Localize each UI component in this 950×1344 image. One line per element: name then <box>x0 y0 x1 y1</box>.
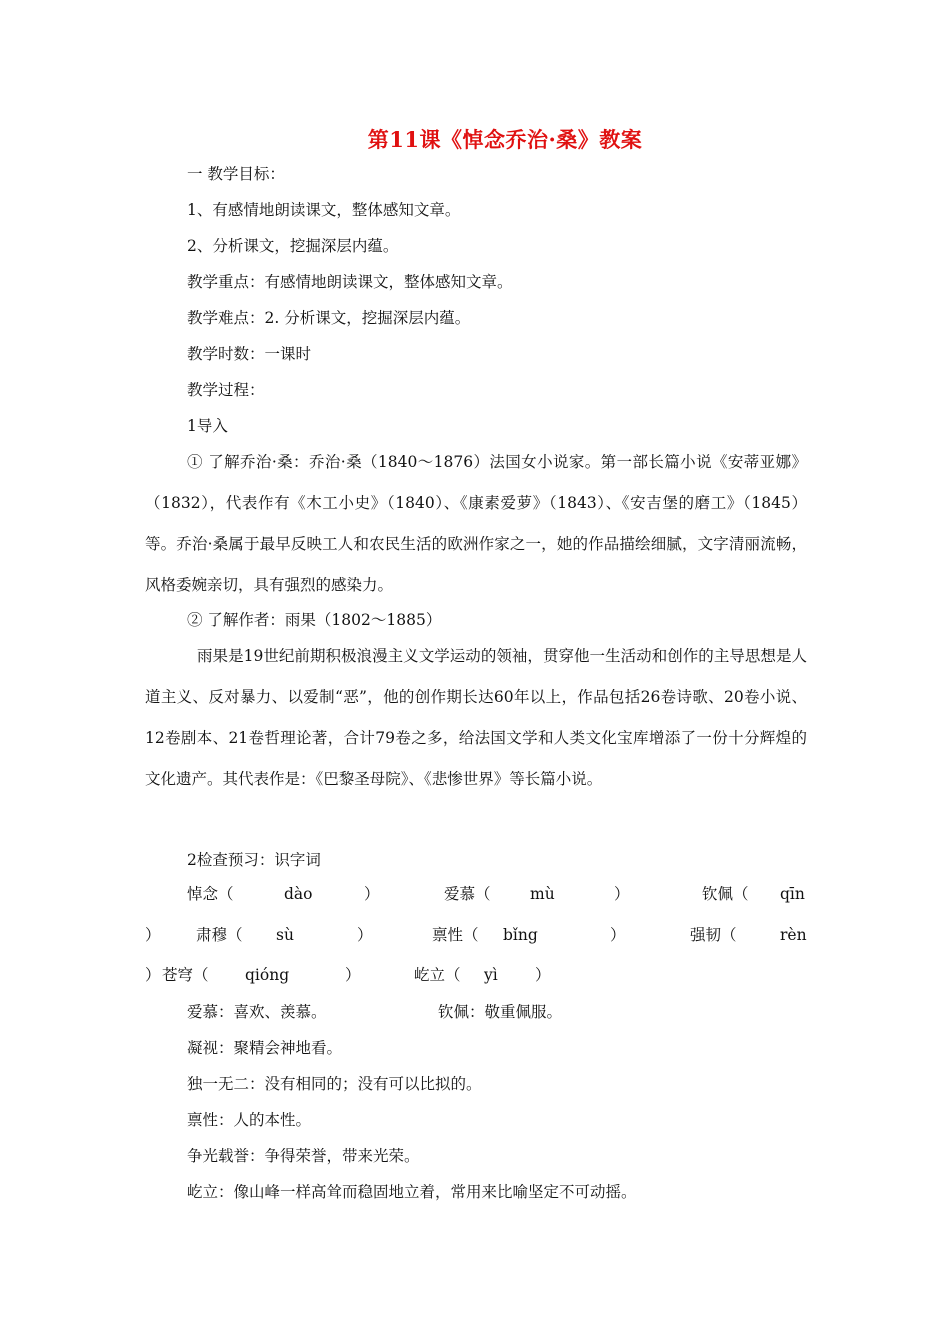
vocab-pinyin: qióng <box>245 966 290 984</box>
vocab-word: 屹立（ <box>414 966 461 984</box>
hugo-heading: ② 了解作者：雨果（1802～1885） <box>187 611 442 629</box>
preview-heading: 2检查预习：识字词 <box>187 851 321 869</box>
objective-1: 1、有感情地朗读课文，整体感知文章。 <box>187 201 461 219</box>
objective-2: 2、分析课文，挖掘深层内蕴。 <box>187 237 399 255</box>
def-aimu: 爱慕：喜欢、羡慕。 <box>187 1003 327 1021</box>
intro-heading: 1导入 <box>187 417 228 435</box>
vocab-word: 爱慕（ <box>444 885 491 903</box>
key-point: 教学重点：有感情地朗读课文，整体感知文章。 <box>187 273 513 291</box>
def-qinpei: 钦佩：敬重佩服。 <box>438 1003 563 1021</box>
vocab-pinyin: yì <box>484 966 498 984</box>
hugo-paragraph: 雨果是19世纪前期积极浪漫主义文学运动的领袖，贯穿他一生活动和创作的主导思想是人道主义、反对暴力、以爱制“恶”，他的创作期长达60年以上，作品包括26卷诗歌、20卷小说、12卷剧本、21卷哲理论著，合计79卷之多，给法国文学和人类文化宝库增添了一份十分辉煌的文化遗产。其代表作是：《巴黎圣母院》、《悲惨世界》等长篇小说。 <box>145 647 807 788</box>
vocab-pinyin: qīn <box>780 885 805 903</box>
george-sand-paragraph: ① 了解乔治·桑：乔治·桑（1840～1876）法国女小说家。第一部长篇小说《安蒂亚娜》（1832），代表作有《木工小史》（1840）、《康素爱萝》（1843）、《安吉堡的磨工》（1845）等。乔治·桑属于最早反映工人和农民生活的欧洲作家之一，她的作品描绘细腻，文字清丽流畅，风格委婉亲切，具有强烈的感染力。 <box>145 453 807 594</box>
vocab-close: ） <box>535 966 551 984</box>
def-zhengguang: 争光载誉：争得荣誉，带来光荣。 <box>187 1147 420 1165</box>
vocab-pinyin: rèn <box>780 926 807 944</box>
def-bingxing: 禀性：人的本性。 <box>187 1111 312 1129</box>
vocab-word: 强韧（ <box>690 926 737 944</box>
page-title: 第11课《悼念乔治·桑》教案 <box>367 127 643 152</box>
vocab-close: ） <box>610 926 626 944</box>
vocab-pinyin: mù <box>530 885 555 903</box>
vocab-word: 肃穆（ <box>196 926 243 944</box>
teaching-process: 教学过程： <box>187 381 265 399</box>
vocab-close: ） <box>145 966 161 984</box>
vocab-word: 钦佩（ <box>702 885 749 903</box>
vocab-close: ） <box>345 966 361 984</box>
vocab-close: ） <box>364 885 380 903</box>
vocab-word: 悼念（ <box>187 885 234 903</box>
difficulty: 教学难点：2. 分析课文，挖掘深层内蕴。 <box>187 309 471 327</box>
vocab-pinyin: dào <box>284 885 313 903</box>
vocab-pinyin: sù <box>276 926 294 944</box>
objectives-heading: 一 教学目标： <box>187 165 285 183</box>
vocab-close: ） <box>357 926 373 944</box>
vocab-close: ） <box>145 926 161 944</box>
def-ningshi: 凝视：聚精会神地看。 <box>187 1039 343 1057</box>
vocab-close: ） <box>614 885 630 903</box>
vocab-pinyin: bǐng <box>503 926 538 944</box>
def-duyiwuer: 独一无二：没有相同的；没有可以比拟的。 <box>187 1075 482 1093</box>
vocab-word: 禀性（ <box>432 926 479 944</box>
def-yili: 屹立：像山峰一样高耸而稳固地立着，常用来比喻坚定不可动摇。 <box>187 1183 637 1201</box>
vocab-word: 苍穹（ <box>162 966 209 984</box>
teaching-hours: 教学时数：一课时 <box>187 345 312 363</box>
